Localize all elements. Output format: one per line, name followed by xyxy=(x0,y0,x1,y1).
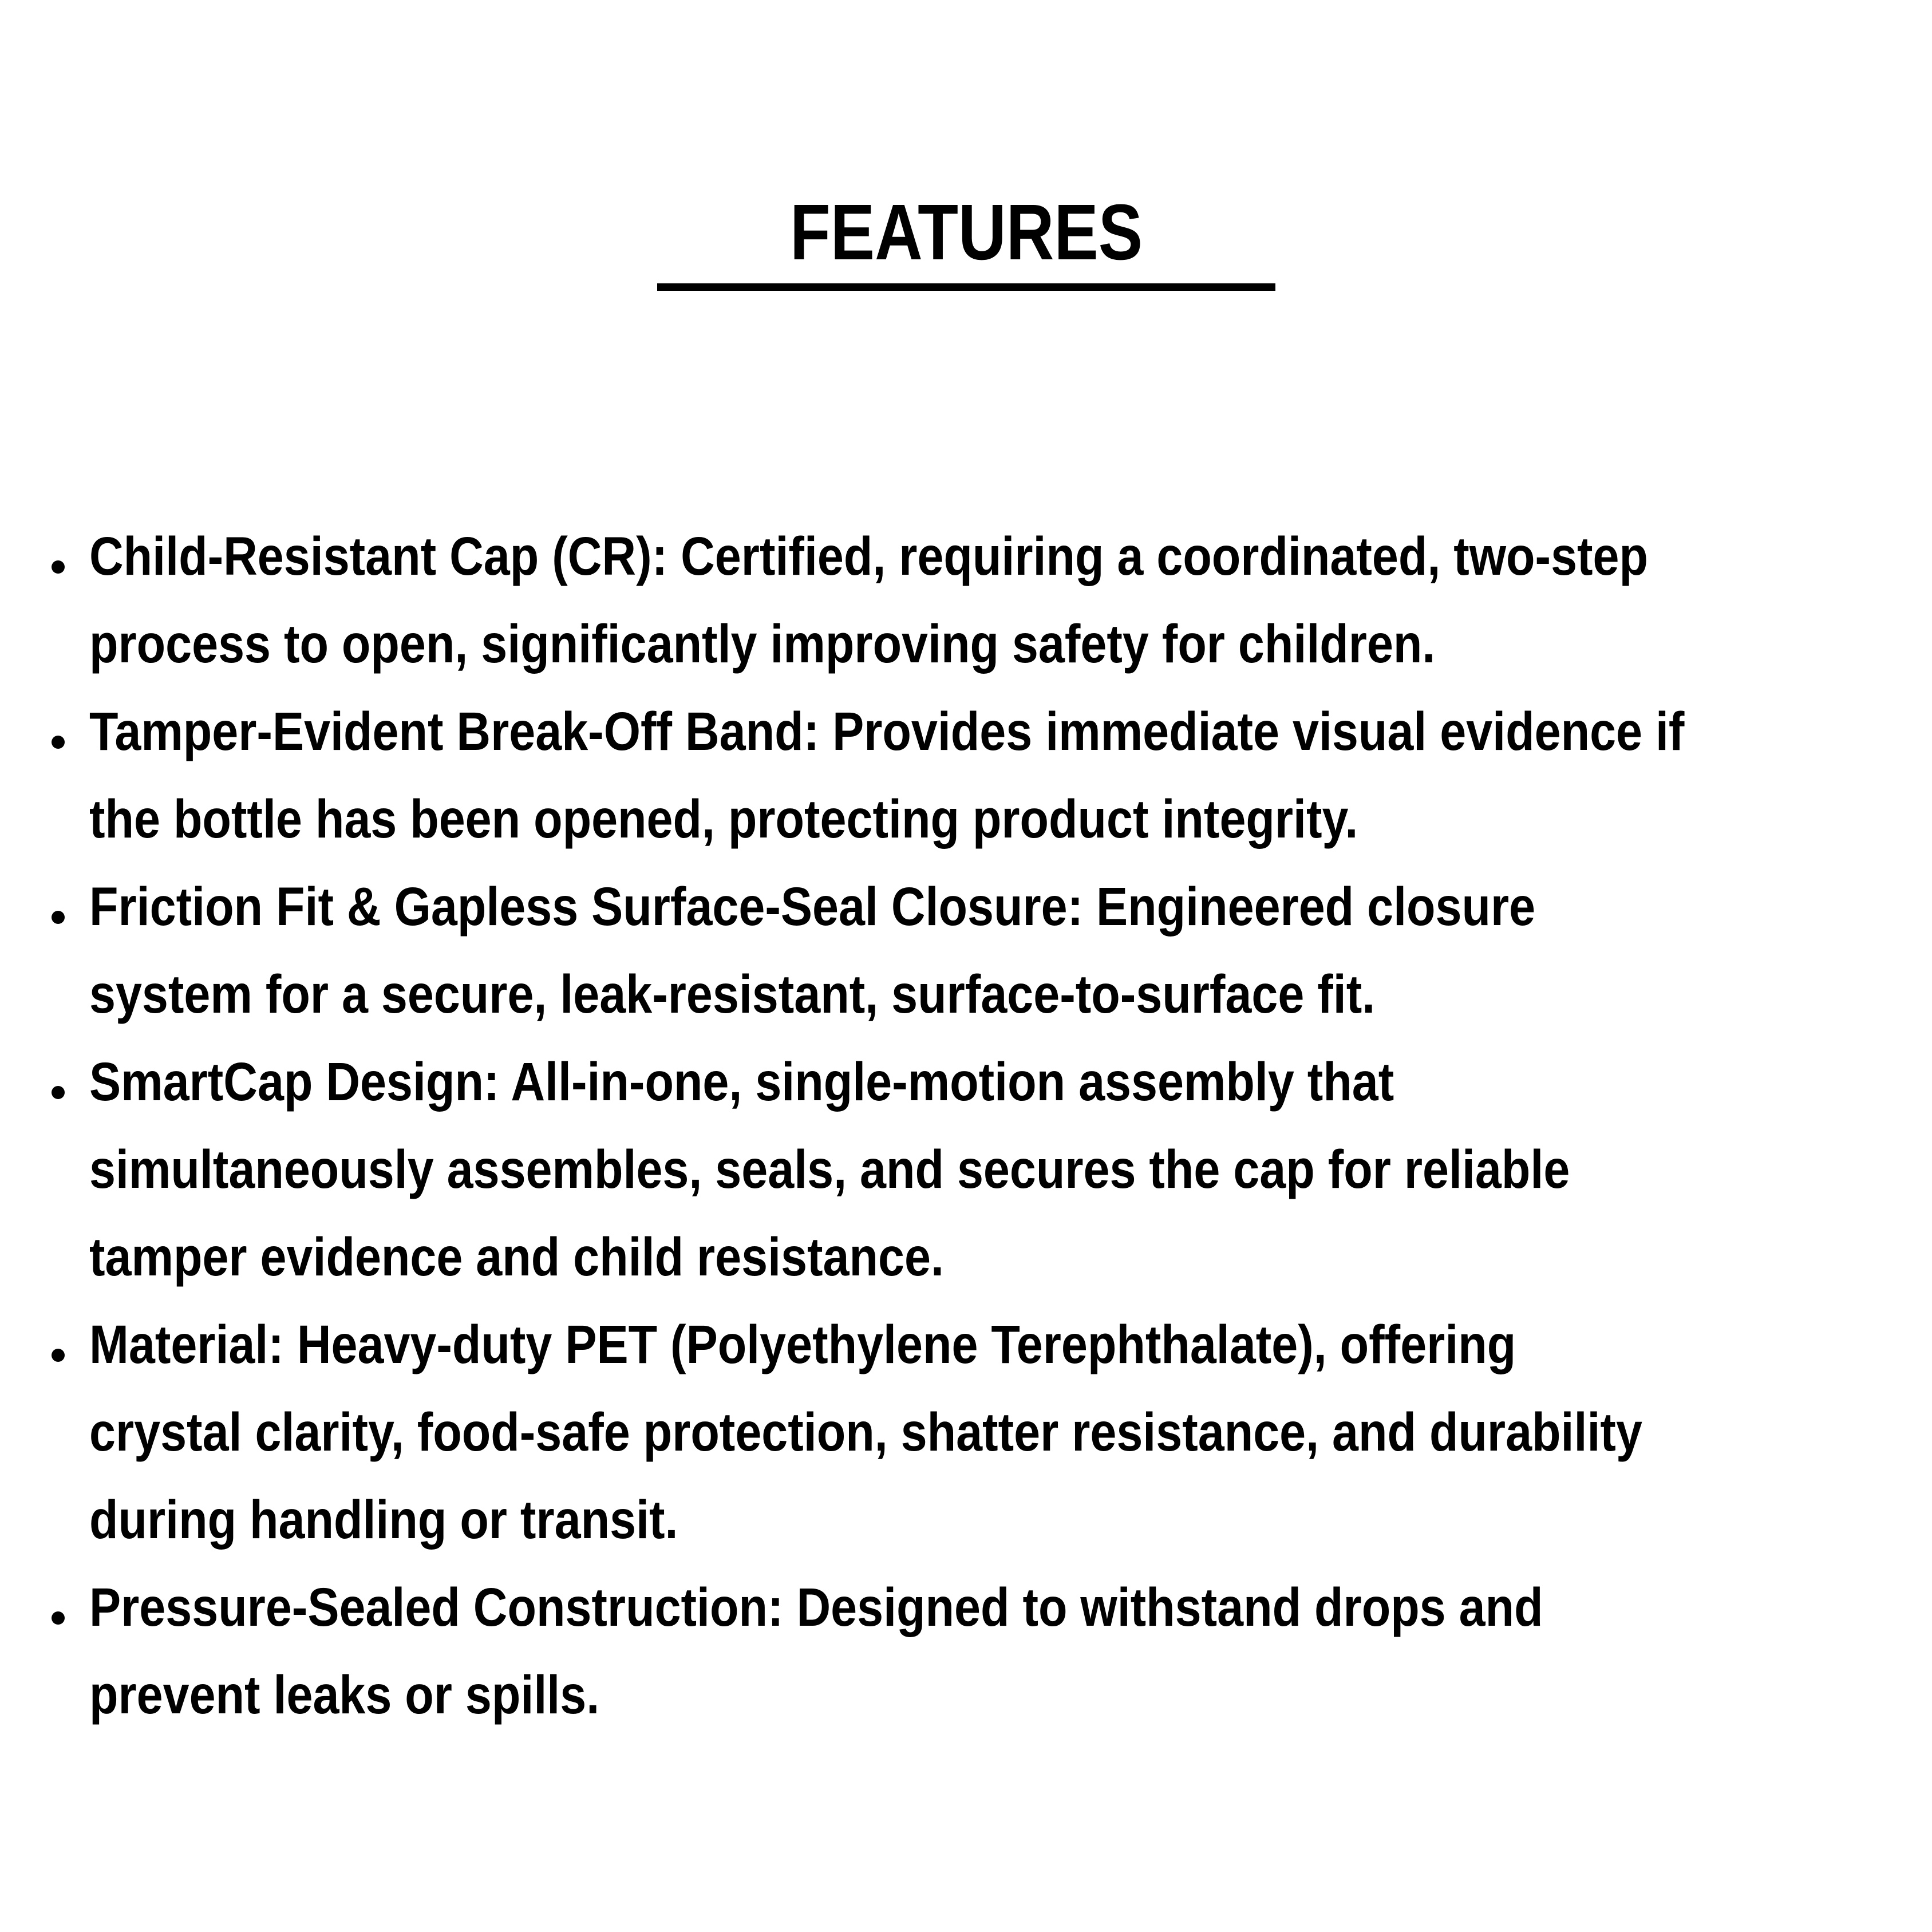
bullet-dot-icon xyxy=(52,560,65,574)
bullet-dot-icon xyxy=(52,1086,65,1099)
feature-line: SmartCap Design: All-in-one, single-motion assembly that xyxy=(89,1052,1394,1112)
bullet-dot-icon xyxy=(52,1611,65,1625)
feature-line: Pressure-Sealed Construction: Designed to withstand drops and xyxy=(89,1577,1543,1638)
feature-line: tamper evidence and child resistance. xyxy=(89,1227,944,1287)
feature-line: prevent leaks or spills. xyxy=(89,1665,600,1725)
feature-line: during handling or transit. xyxy=(89,1490,678,1550)
feature-line: process to open, significantly improving safety for children. xyxy=(89,614,1436,674)
feature-line: Material: Heavy-duty PET (Polyethylene Terephthalate), offering xyxy=(89,1314,1516,1375)
feature-line: simultaneously assembles, seals, and secures the cap for reliable xyxy=(89,1139,1570,1200)
page-title: FEATURES xyxy=(789,188,1143,276)
bullet-dot-icon xyxy=(52,1349,65,1362)
feature-line: crystal clarity, food-safe protection, shatter resistance, and durability xyxy=(89,1402,1642,1463)
bullet-dot-icon xyxy=(52,736,65,749)
feature-line: the bottle has been opened, protecting product integrity. xyxy=(89,789,1358,850)
bullet-dot-icon xyxy=(52,911,65,924)
feature-line: Child-Resistant Cap (CR): Certified, requiring a coordinated, two-step xyxy=(89,526,1649,587)
feature-line: Friction Fit & Gapless Surface-Seal Closure: Engineered closure xyxy=(89,876,1536,937)
feature-line: Tamper-Evident Break-Off Band: Provides immediate visual evidence if xyxy=(89,701,1685,762)
feature-line: system for a secure, leak-resistant, surface-to-surface fit. xyxy=(89,964,1376,1025)
